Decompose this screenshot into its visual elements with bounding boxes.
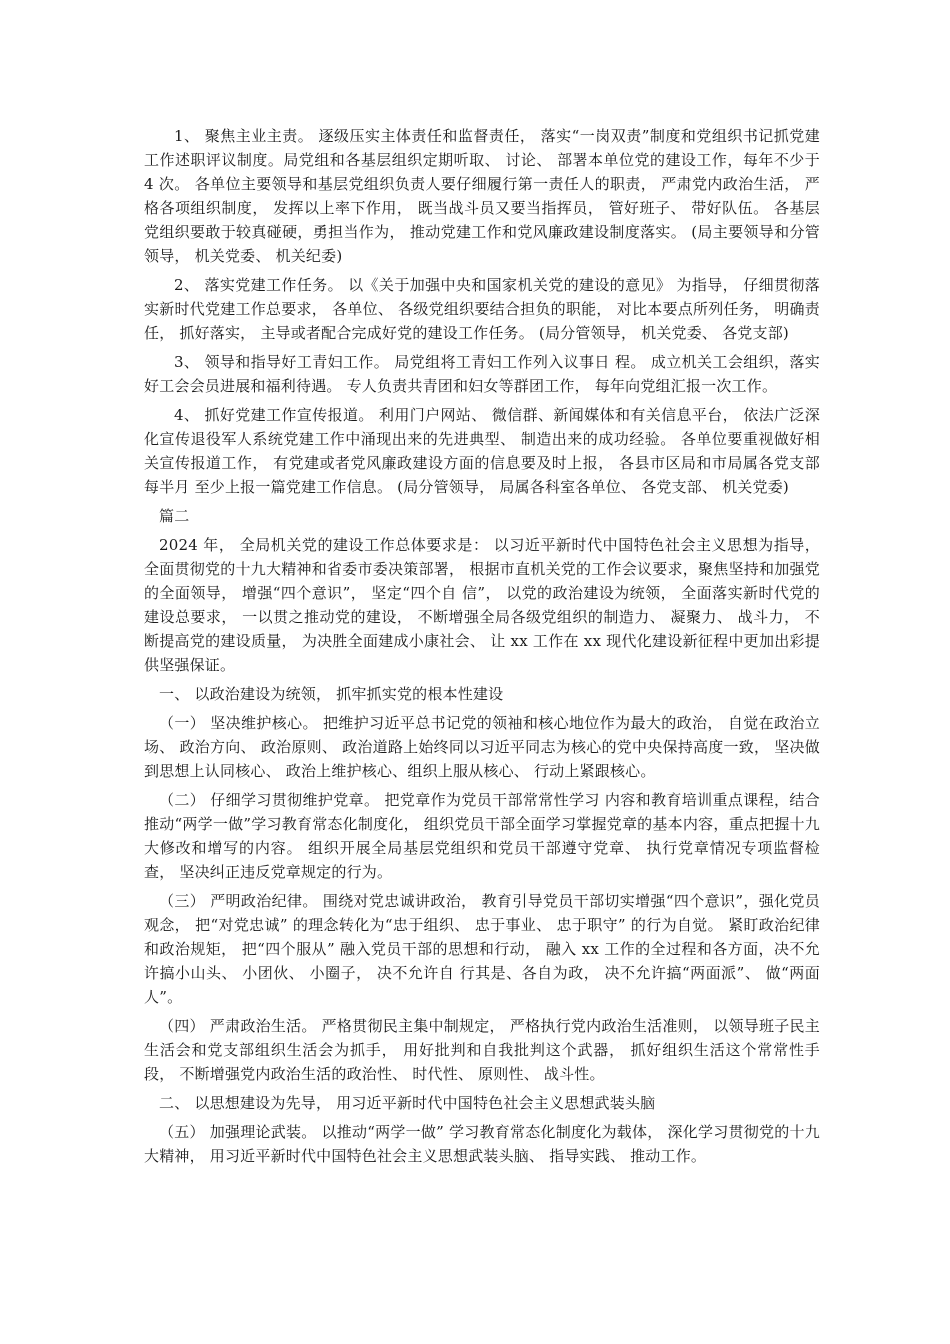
paragraph-political-discipline: （三） 严明政治纪律。 围绕对党忠诚讲政治， 教育引导党员干部切实增强“四个意识”，强化党员观念， 把“对党忠诚” 的理念转化为“忠于组织、 忠于事业、 忠于职守” 的行为自觉。 紧盯政治纪律和政治规矩， 把“四个服从” 融入党员干部的思想和行动， 融入 xx 工作的全过程和各方面，决不允许搞小山头、 小团伙、 小圈子， 决不允许自 行其是、各自为政， 决不允许搞“两面派”、 做“两面人”。 <box>144 892 820 1006</box>
paragraph-item-4: 4、 抓好党建工作宣传报道。 利用门户网站、 微信群、新闻媒体和有关信息平台， 依法广泛深化宣传退役军人系统党建工作中涌现出来的先进典型、 制造出来的成功经验。 各单位要重视做好相关宣传报道工作， 有党建或者党风廉政建设方面的信息要及时上报， 各县市区局和市局属各党支部每半月 至少上报一篇党建工作信息。 (局分管领导， 局属各科室各单位、 各党支部、 机关党委) <box>144 406 820 496</box>
overall-requirements-paragraph: 2024 年， 全局机关党的建设工作总体要求是： 以习近平新时代中国特色社会主义思想为指导， 全面贯彻党的十九大精神和省委市委决策部署， 根据市直机关党的工作会议要求，聚焦坚持和加强党的全面领导， 增强“四个意识”， 坚定“四个自 信”， 以党的政治建设为统领， 全面落实新时代党的建设总要求， 一以贯之推动党的建设， 不断增强全局各级党组织的制造力、 凝聚力、 战斗力， 不断提高党的建设质量， 为决胜全面建成小康社会、 让 xx 工作在 xx 现代化建设新征程中更加出彩提供坚强保证。 <box>144 536 820 674</box>
document-body <box>144 124 820 1173</box>
heading-political-building: 一、 以政治建设为统领， 抓牢抓实党的根本性建设 <box>159 685 504 703</box>
paragraph-uphold-core: （一） 坚决维护核心。 把维护习近平总书记党的领袖和核心地位作为最大的政治， 自觉在政治立场、 政治方向、 政治原则、 政治道路上始终同以习近平同志为核心的党中央保持高度一致， 坚决做到思想上认同核心、 政治上维护核心、组织上服从核心、 行动上紧跟核心。 <box>144 714 820 780</box>
paragraph-item-3: 3、 领导和指导好工青妇工作。 局党组将工青妇工作列入议事日 程。 成立机关工会组织，落实好工会会员进展和福利待遇。 专人负责共青团和妇女等群团工作， 每年向党组汇报一次工作。 <box>144 353 820 395</box>
paragraph-theoretical-armament: （五） 加强理论武装。 以推动“两学一做” 学习教育常态化制度化为载体， 深化学习贯彻党的十九大精神， 用习近平新时代中国特色社会主义思想武装头脑、 指导实践、 推动工作。 <box>144 1123 820 1165</box>
section-title-part-two: 篇二 <box>159 507 190 525</box>
heading-ideological-building: 二、 以思想建设为先导， 用习近平新时代中国特色社会主义思想武装头脑 <box>159 1094 656 1112</box>
paragraph-item-2: 2、 落实党建工作任务。 以《关于加强中央和国家机关党的建设的意见》 为指导， 仔细贯彻落实新时代党建工作总要求， 各单位、 各级党组织要结合担负的职能， 对比本要点所列任务， 明确责任， 抓好落实， 主导或者配合完成好党的建设工作任务。 (局分管领导， 机关党委、 各党支部) <box>144 276 820 342</box>
paragraph-item-1: 1、 聚焦主业主责。 逐级压实主体责任和监督责任， 落实“一岗双责”制度和党组织书记抓党建工作述职评议制度。局党组和各基层组织定期听取、 讨论、 部署本单位党的建设工作，每年不少于 4 次。 各单位主要领导和基层党组织负责人要仔细履行第一责任人的职责， 严肃党内政治生活， 严格各项组织制度， 发挥以上率下作用， 既当战斗员又要当指挥员， 管好班子、 带好队伍。 各基层党组织要敢于较真碰硬，勇担当作为， 推动党建工作和党风廉政建设制度落实。 (局主要领导和分管领导， 机关党委、 机关纪委) <box>144 127 820 265</box>
paragraph-study-party-constitution: （二） 仔细学习贯彻维护党章。 把党章作为党员干部常常性学习 内容和教育培训重点课程，结合推动“两学一做”学习教育常态化制度化， 组织党员干部全面学习掌握党章的基本内容，重点把握十九大修改和增写的内容。 组织开展全局基层党组织和党员干部遵守党章、 执行党章情况专项监督检查， 坚决纠正违反党章规定的行为。 <box>144 791 820 881</box>
paragraph-political-life: （四） 严肃政治生活。 严格贯彻民主集中制规定， 严格执行党内政治生活准则， 以领导班子民主生活会和党支部组织生活会为抓手， 用好批判和自我批判这个武器， 抓好组织生活这个常常性手段， 不断增强党内政治生活的政治性、 时代性、 原则性、 战斗性。 <box>144 1017 820 1083</box>
